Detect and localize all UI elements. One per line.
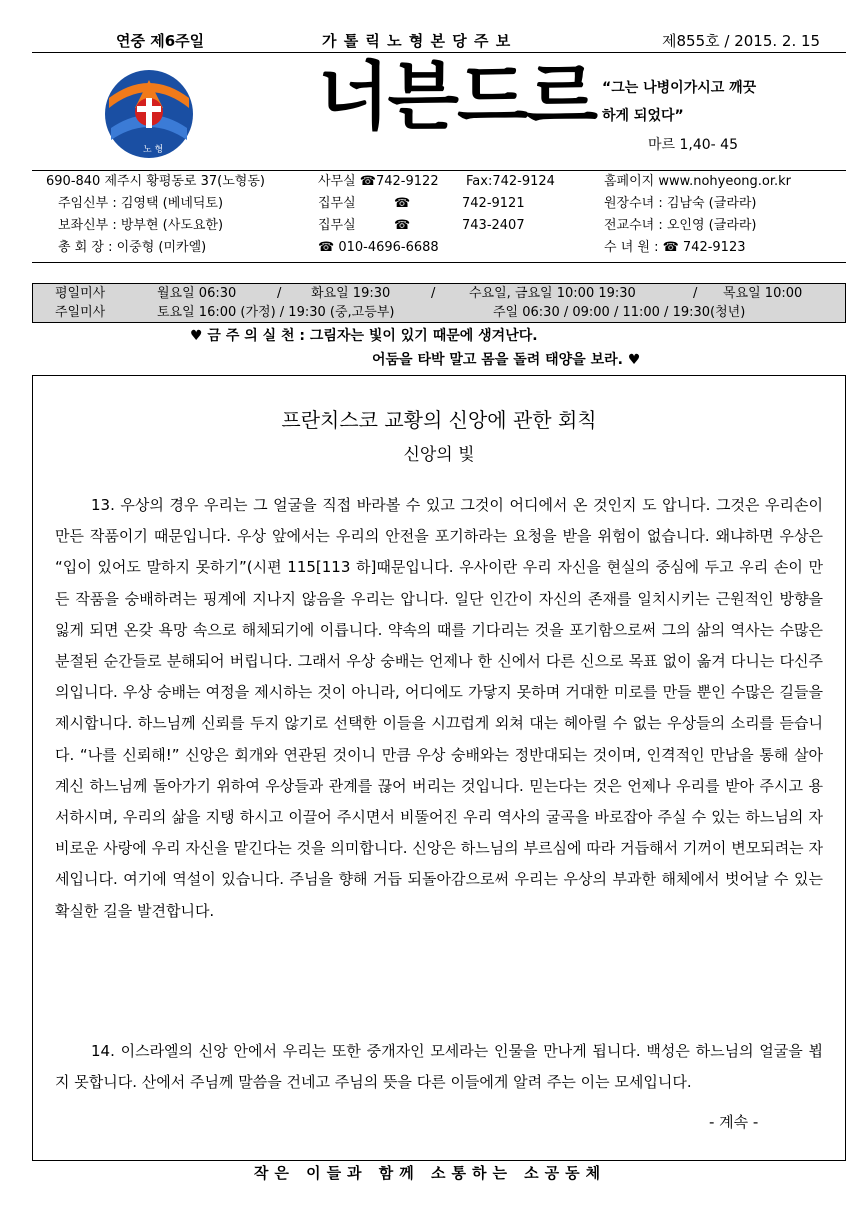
- head-sister: 원장수녀 : 김남숙 (글라라): [604, 196, 757, 211]
- issue-number: 제855호 / 2015. 2. 15: [662, 32, 821, 50]
- mission-sister: 전교수녀 : 오인영 (글라라): [604, 218, 757, 233]
- assistant-office-label: 집무실: [318, 218, 356, 233]
- weekday-wed-fri: 수요일, 금요일 10:00 19:30: [469, 286, 636, 301]
- separator: /: [277, 286, 282, 301]
- weekday-mass-row: [33, 284, 845, 304]
- pastor-office-label: 집무실: [318, 196, 356, 211]
- quote-line-1: “그는 나병이가시고 깨끗: [602, 80, 757, 96]
- weekday-tue: 화요일 19:30: [311, 286, 391, 301]
- office-phone: 사무실 ☎742-9122: [318, 174, 439, 189]
- article-subtitle: 신앙의 빛: [403, 445, 475, 465]
- weekday-mon: 월요일 06:30: [157, 286, 237, 301]
- pastor: 주임신부 : 김영택 (베네딕토): [58, 196, 224, 211]
- liturgical-week: 연중 제6주일: [116, 32, 205, 50]
- phone-icon: ☎: [394, 196, 411, 211]
- footer-slogan: 작은 이들과 함께 소통하는 소공동체: [253, 1164, 607, 1182]
- parish-logo-icon: [103, 68, 195, 160]
- mass-schedule: [32, 283, 846, 323]
- convent: 수 녀 원 : ☎ 742-9123: [604, 240, 746, 255]
- logo-text: 노 형: [143, 145, 164, 155]
- publication-name: 가 톨 릭 노 형 본 당 주 보: [322, 32, 512, 50]
- sunday-sunday: 주일 06:30 / 09:00 / 11:00 / 19:30(청년): [493, 305, 746, 320]
- address: 690-840 제주시 황평동로 37(노형동): [46, 174, 265, 189]
- sunday-mass-row: [33, 303, 845, 322]
- article-paragraph-14: 14. 이스라엘의 신앙 안에서 우리는 또한 중개자인 모세라는 인물을 만나게 됩니다. 백성은 하느님의 얼굴을 뵙지 못합니다. 산에서 주님께 말씀을 건네고 주님의 뜻을 다른 이들에게 알려 주는 이는 모세입니다.: [55, 1042, 823, 1092]
- bulletin-title: 너븐드르: [318, 54, 596, 140]
- assistant-tel: 743-2407: [462, 218, 525, 233]
- pastor-tel: 742-9121: [462, 196, 525, 211]
- separator: /: [693, 286, 698, 301]
- article-title: 프란치스코 교황의 신앙에 관한 회칙: [281, 408, 597, 432]
- gospel-quote: [602, 74, 842, 130]
- weekly-practice-line-1: ♥ 금 주 의 실 천 : 그림자는 빛이 있기 때문에 생겨난다.: [190, 328, 538, 344]
- article-paragraph-13: 13. 우상의 경우 우리는 그 얼굴을 직접 바라볼 수 있고 그것이 어디에서 온 것인지 도 압니다. 그것은 우리손이 만든 작품이기 때문입니다. 우상 앞에서는 우리의 안전을 포기하라는 요청을 받을 위험이 없습니다. 왜냐하면 우상은 “입이 있어도 말하지 못하기”(시편 115[113 하]때문입니다. 우사이란 우리 자신을 현실의 중심에 두고 우리 손이 만든 작품을 숭배하려는 핑계에 지나지 않음을 우리는 압니다. 일단 인간이 자신의 존재를 일치시키는 근원적인 방향을 잃게 되면 온갖 욕망 속으로 해체되기에 이릅니다. 약속의 때를 기다리는 것을 포기함으로써 그의 삶의 역사는 수많은 분절된 순간들로 분해되어 버립니다. 그래서 우상 숭배는 언제나 한 신에서 다른 신으로 목표 없이 옮겨 다니는 다신주의입니다. 우상 숭배는 여정을 제시하는 것이 아니라, 어디에도 가닿지 못하며 거대한 미로를 만들 뿐인 수많은 길들을 제시합니다. 하느님께 신뢰를 두지 않기로 선택한 이들을 시끄럽게 외쳐 대는 헤아릴 수 없는 우상들의 소리를 듣습니다. “나를 신뢰해!” 신앙은 회개와 연관된 것이니 만큼 우상 숭배와는 정반대되는 것이며, 인격적인 만남을 통해 살아 계신 하느님께 돌아가기 위하여 우상들과 관계를 끊어 버리는 것입니다. 믿는다는 것은 언제나 우리를 받아 주시고 용서하시며, 우리의 삶을 지탱 하시고 이끌어 주시면서 비뚤어진 우리 역사의 굴곡을 바로잡아 주실 수 있는 하느님의 자비로운 사랑에 우리 자신을 맡긴다는 것을 의미합니다. 신앙은 하느님의 부르심에 따라 거듭해서 기꺼이 변모되려는 자세입니다. 여기에 역설이 있습니다. 주님을 향해 거듭 되돌아감으로써 우리는 우상의 부과한 해체에서 벗어날 수 있는 확실한 길을 발견합니다.: [55, 496, 823, 920]
- assistant-priest: 보좌신부 : 방부현 (사도요한): [58, 218, 224, 233]
- info-rule: [32, 262, 846, 263]
- sunday-saturday: 토요일 16:00 (가정) / 19:30 (중,고등부): [157, 305, 395, 320]
- homepage: 홈페이지 www.nohyeong.or.kr: [604, 174, 792, 189]
- quote-line-2: 하게 되었다”: [602, 108, 684, 124]
- separator: /: [431, 286, 436, 301]
- weekday-thu: 목요일 10:00: [723, 286, 803, 301]
- weekly-practice-line-2: 어둠을 타박 말고 몸을 돌려 태양을 보라. ♥: [372, 352, 641, 368]
- phone-icon: ☎: [394, 218, 411, 233]
- sunday-mass-label: 주일미사: [55, 305, 106, 320]
- header-rule: [32, 52, 846, 53]
- fax: Fax:742-9124: [466, 174, 555, 189]
- council-president: 총 회 장 : 이중형 (미카엘): [58, 240, 207, 255]
- weekday-mass-label: 평일미사: [55, 286, 106, 301]
- council-tel: ☎ 010-4696-6688: [318, 240, 439, 255]
- article-box: [32, 375, 846, 1161]
- quote-reference: 마르 1,40- 45: [648, 137, 738, 153]
- continued-note: - 계속 -: [709, 1113, 759, 1131]
